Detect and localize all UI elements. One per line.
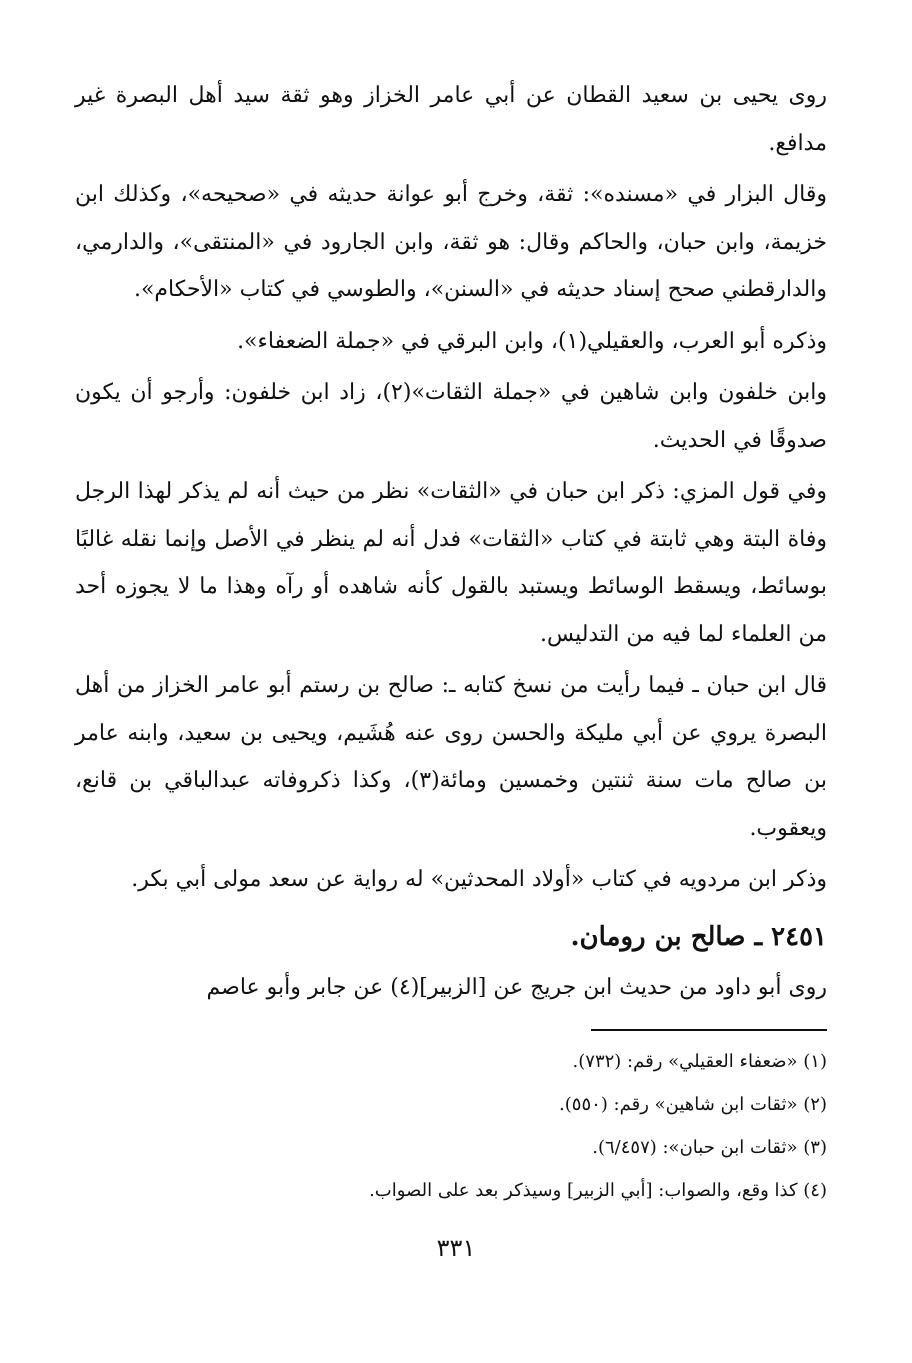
footnote-2: (٢) «ثقات ابن شاهين» رقم: (٥٥٠). xyxy=(559,1094,827,1115)
page-number: ٣٣١ xyxy=(436,1234,476,1262)
entry-heading: ٢٤٥١ ـ صالح بن رومان. xyxy=(570,921,827,952)
paragraph-7: وذكر ابن مردويه في كتاب «أولاد المحدثين» له رواية عن سعد مولى أبي بكر. xyxy=(131,867,827,892)
footnote-1: (١) «ضعفاء العقيلي» رقم: (٧٣٢). xyxy=(572,1051,827,1072)
footnote-divider xyxy=(591,1029,827,1031)
paragraph-5: وفي قول المزي: ذكر ابن حبان في «الثقات» نظر من حيث أنه لم يذكر لهذا الرجل وفاة البتة وهي ثابتة في كتاب «الثقات» فدل أنه لم ينظر في الأصل وإنما نقله غالبًا بوسائط، ويسقط الوسائط ويستبد بالقول كأنه شاهده أو رآه وهذا ما لا يجوزه أحد من العلماء لما فيه من التدليس. xyxy=(75,479,827,647)
footnote-3: (٣) «ثقات ابن حبان»: (٦/٤٥٧). xyxy=(592,1137,827,1158)
footnote-4: (٤) كذا وقع، والصواب: [أبي الزبير] وسيذكر بعد على الصواب. xyxy=(369,1180,827,1201)
footnotes xyxy=(187,1040,827,1212)
paragraph-6: قال ابن حبان ـ فيما رأيت من نسخ كتابه ـ: صالح بن رستم أبو عامر الخزاز من أهل البصرة يروي عن أبي مليكة والحسن روى عنه هُشَيم، ويحيى بن سعيد، وابنه عامر بن صالح مات سنة ثنتين وخمسين ومائة(٣)، وكذا ذكروفاته عبدالباقي بن قانع، ويعقوب. xyxy=(75,673,827,841)
paragraph-8: روى أبو داود من حديث ابن جريج عن [الزبير](٤) عن جابر وأبو عاصم xyxy=(206,974,827,1000)
paragraph-4: وابن خلفون وابن شاهين في «جملة الثقات»(٢)، زاد ابن خلفون: وأرجو أن يكون صدوقًا في الحديث. xyxy=(75,380,827,453)
main-text xyxy=(75,72,827,1015)
paragraph-1: روى يحيى بن سعيد القطان عن أبي عامر الخزاز وهو ثقة سيد أهل البصرة غير مدافع. xyxy=(75,83,827,156)
paragraph-2: وقال البزار في «مسنده»: ثقة، وخرج أبو عوانة حديثه في «صحيحه»، وكذلك ابن خزيمة، وابن حبان، والحاكم وقال: هو ثقة، وابن الجارود في «المنتقى»، والدارمي، والدارقطني صحح إسناد حديثه في «السنن»، والطوسي في كتاب «الأحكام». xyxy=(75,182,827,302)
paragraph-3: وذكره أبو العرب، والعقيلي(١)، وابن البرقي في «جملة الضعفاء». xyxy=(237,328,827,354)
